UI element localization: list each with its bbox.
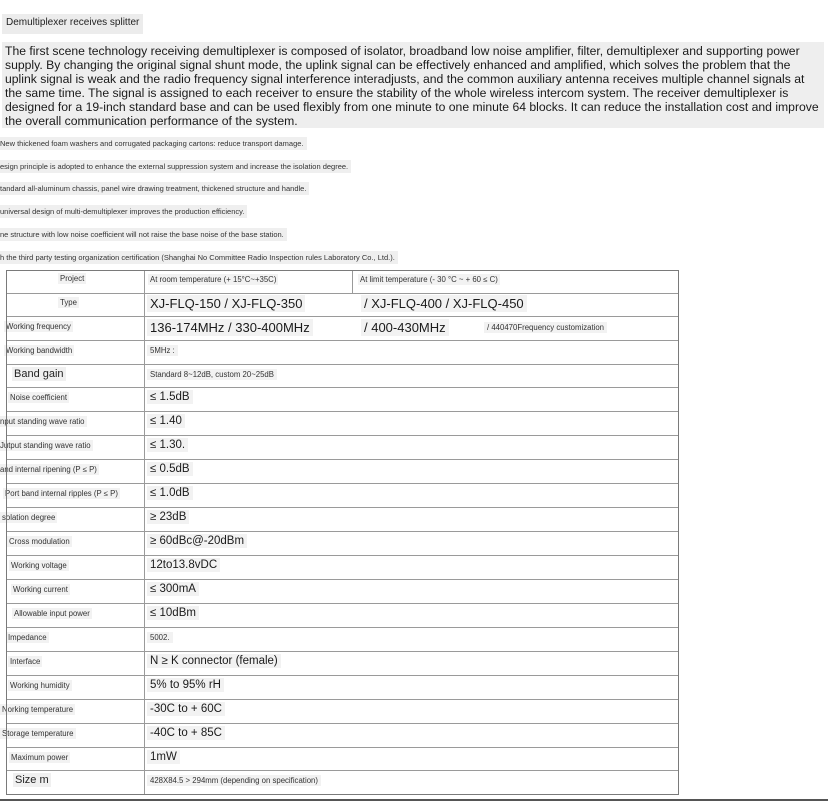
row-label: Working humidity: [10, 681, 70, 690]
table-row: [6, 459, 679, 460]
feature-item: ne structure with low noise coefficient will not raise the base noise of the base station.: [0, 228, 287, 241]
row-label: Noise coefficient: [10, 393, 68, 402]
row-value: -30C to + 60C: [147, 702, 225, 716]
table-row: [6, 675, 679, 676]
row-value: 5MHz :: [147, 345, 178, 356]
frequency-label: Working frequency: [6, 322, 71, 331]
row-label: Jutput standing wave ratio: [0, 441, 91, 450]
row-value: ≤ 10dBm: [147, 606, 199, 620]
row-value: ≤ 1.5dB: [147, 390, 193, 404]
table-row: [6, 483, 679, 484]
row-label: solation degree: [2, 513, 56, 522]
header-limit-temp: At limit temperature (- 30 °C ~ + 60 ≤ C): [360, 275, 498, 284]
row-label: Storage temperature: [2, 729, 74, 738]
row-value: ≥ 60dBc@-20dBm: [147, 534, 247, 548]
row-value: Standard 8~12dB, custom 20~25dB: [147, 369, 277, 380]
table-row: [6, 699, 679, 700]
row-label: Impedance: [8, 633, 47, 642]
page-title: Demultiplexer receives splitter: [2, 14, 143, 34]
type-label: Type: [60, 298, 77, 307]
row-value: ≥ 23dB: [147, 510, 189, 524]
row-label: Band gain: [14, 368, 64, 380]
row-label: Interface: [10, 657, 41, 666]
frequency-value: 136-174MHz / 330-400MHz: [147, 319, 313, 336]
table-row: [6, 507, 679, 508]
row-label: Working voltage: [11, 561, 67, 570]
row-value: ≤ 1.40: [147, 414, 185, 428]
table-row: [6, 531, 679, 532]
type-value-2: / XJ-FLQ-400 / XJ-FLQ-450: [361, 295, 527, 312]
row-label: Cross modulation: [9, 537, 70, 546]
column-divider: [352, 270, 353, 293]
row-value: 12to13.8vDC: [147, 558, 220, 572]
row-label: and internal ripening (P ≤ P): [0, 465, 97, 474]
bottom-divider: [0, 799, 828, 801]
spec-table: [0, 270, 679, 795]
type-value: XJ-FLQ-150 / XJ-FLQ-350: [147, 295, 305, 312]
row-value: ≤ 300mA: [147, 582, 199, 596]
header-label: Project: [60, 274, 85, 283]
feature-item: New thickened foam washers and corrugated packaging cartons: reduce transport damage.: [0, 137, 307, 150]
frequency-value-2: / 400-430MHz: [361, 319, 449, 336]
table-row: [6, 651, 679, 652]
table-row: [6, 435, 679, 436]
row-value: ≤ 1.30.: [147, 438, 188, 452]
row-label: Working current: [13, 585, 68, 594]
feature-item: tandard all-aluminum chassis, panel wire drawing treatment, thickened structure and handle.: [0, 182, 309, 195]
table-row: [6, 770, 679, 771]
table-row: [6, 579, 679, 580]
row-label: Port band internal ripples (P ≤ P): [5, 489, 118, 498]
row-value: 5% to 95% rH: [147, 678, 224, 692]
row-value: -40C to + 85C: [147, 726, 225, 740]
intro-paragraph: The first scene technology receiving demultiplexer is composed of isolator, broadband low noise amplifier, filter, demultiplexer and supporting power supply. By changing the original signal shunt mode, the uplink signal can be effectively enhanced and amplified, which solves the problem that the uplink signal is weak and the radio frequency signal interference interadjusts, and the common auxiliary antenna receives multiple channel signals at the same time. The signal is assigned to each receiver to ensure the stability of the whole wireless intercom system. The receiver demultiplexer is designed for a 19-inch standard base and can be used flexibly from one minute to one minute 64 blocks. It can reduce the installation cost and improve the overall communication performance of the system.: [2, 42, 824, 128]
table-row: [6, 411, 679, 412]
table-row: [6, 723, 679, 724]
table-row: [6, 747, 679, 748]
table-row: [6, 627, 679, 628]
table-row: [6, 340, 679, 341]
row-value: ≤ 0.5dB: [147, 462, 193, 476]
row-label: Working bandwidth: [6, 346, 73, 355]
row-label: Allowable input power: [14, 609, 90, 618]
row-value: 428X84.5 > 294mm (depending on specification): [147, 775, 321, 786]
row-label: Size m: [15, 774, 49, 786]
row-label: nput standing wave ratio: [0, 417, 85, 426]
header-room-temp: At room temperature (+ 15°C~+35C): [150, 275, 277, 284]
row-value: 1mW: [147, 750, 180, 764]
row-value: 5002.: [147, 632, 173, 643]
row-label: Maximum power: [11, 753, 69, 762]
row-value: N ≥ K connector (female): [147, 654, 281, 668]
table-row: [6, 387, 679, 388]
feature-item: universal design of multi-demultiplexer improves the production efficiency.: [0, 205, 247, 218]
feature-item: esign principle is adopted to enhance the external suppression system and increase the isolation degree.: [0, 160, 351, 173]
feature-item: h the third party testing organization certification (Shanghai No Committee Radio Inspection rules Laboratory Co., Ltd.).: [0, 251, 398, 264]
column-divider: [144, 270, 145, 795]
row-label: Norking temperature: [2, 705, 74, 714]
row-value: ≤ 1.0dB: [147, 486, 193, 500]
table-row: [6, 603, 679, 604]
frequency-custom: / 440470Frequency customization: [484, 322, 607, 333]
table-row: [6, 555, 679, 556]
table-row: [6, 364, 679, 365]
